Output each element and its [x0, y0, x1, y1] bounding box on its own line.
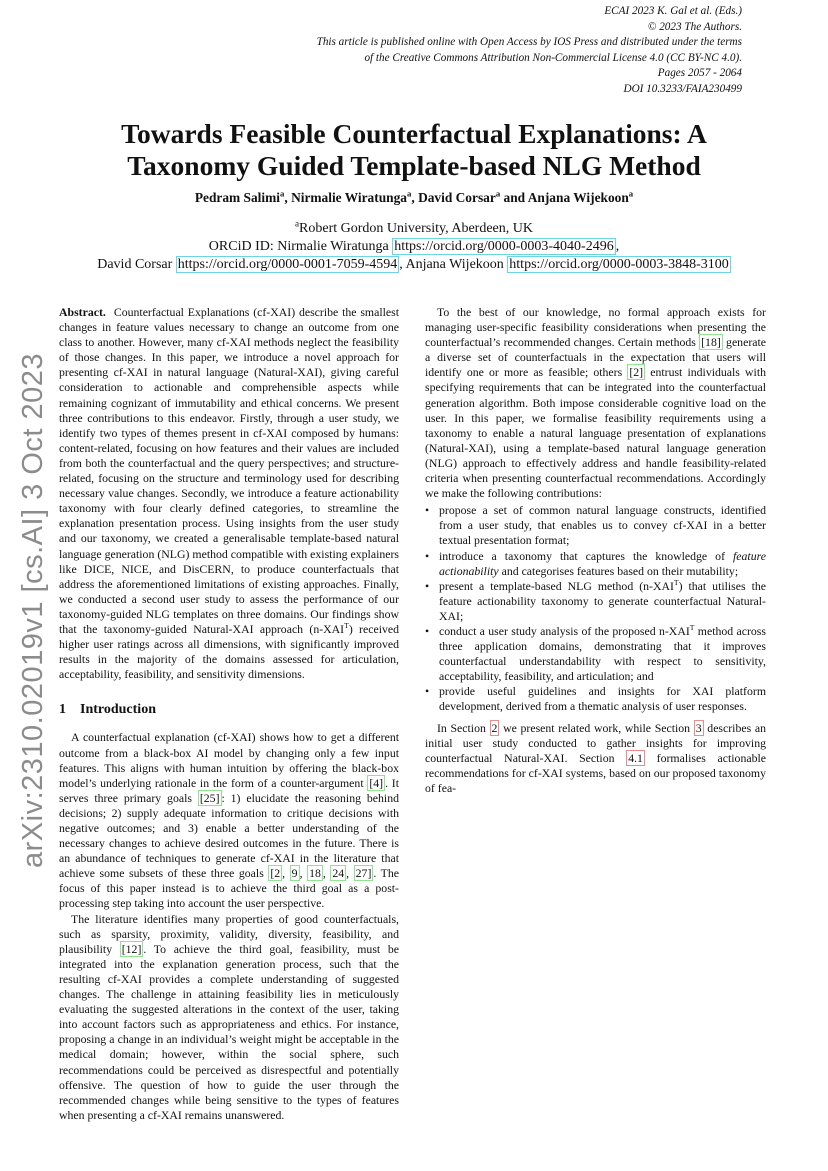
paragraph-text: entrust individuals with specifying requirements that can be integrated into the counterfactual generation algorithm. Both impose considerable cognitive load on the user. In this paper, we formalise feasibility requirements using a taxonomy to enable a natural language presentation of explanations (Natural-XAI), using a template-based natural language generation (NLG) approach to effectively address and handle feasibility-related criteria when presenting counterfactual recommendations. Accordingly we make the following contributions:: [425, 365, 766, 501]
author-separator: and: [500, 190, 528, 205]
list-item: [425, 579, 766, 624]
section-ref-link[interactable]: 2: [491, 720, 498, 735]
bullet-icon: •: [425, 548, 430, 563]
contribution-list: [425, 503, 766, 714]
paragraph-text: formalises actionable recommendations for cf-XAI systems, based on our proposed taxonomy of fea-: [425, 750, 766, 795]
list-item: [425, 549, 766, 579]
orcid-separator: , Anjana Wijekoon: [399, 257, 508, 272]
citation-link[interactable]: [2]: [629, 365, 644, 380]
orcid-prefix: ORCiD ID: Nirmalie Wiratunga: [208, 239, 393, 254]
paragraph-text: . The focus of this paper instead is to achieve the third goal as a post-processing step taking into account the user perspective.: [59, 866, 400, 911]
header-line-doi: DOI 10.3233/FAIA230499: [623, 82, 742, 95]
intro-paragraph-1: A counterfactual explanation (cf-XAI) shows how to get a different outcome from a black-box AI model by changing only a few input features. This aligns with human intuition by offering the black-box model’s underlying rationale in the form of a counter-argument [4] . It serves three primary goals [25] : 1) elucidate the reasoning behind decisions; 2) supply adequate information to critique decisions with negative outcomes; and 3) enable a better understanding of the necessary changes to achieve desired outcomes in the future. There is an abundance of techniques to generate cf-XAI in the literature that achieve some subsets of these three goals [2 , 9 , 18 , 24 , 27] . The focus of this paper instead is to achieve the third goal as a post-processing step taking into account the user perspective.: [59, 730, 400, 911]
emphasis-text: feature actionability: [439, 548, 766, 578]
paragraph-text: we present related work, while Section: [499, 720, 694, 735]
left-column: [59, 305, 399, 1123]
bullet-icon: •: [425, 684, 430, 699]
paragraph-text: . It serves three primary goals: [59, 775, 399, 805]
title-line-1: Towards Feasible Counterfactual Explanations: A: [121, 118, 707, 149]
section-title: Introduction: [80, 702, 156, 718]
list-item-text: conduct a user study analysis of the proposed n-XAI: [439, 623, 690, 638]
list-item-text: method across three application domains, demonstrating that it improves counterfactual understandability with respect to sensitivity, acceptability, feasibility, and articulation; and: [439, 623, 766, 684]
header-line-license-1: This article is published online with Open Access by IOS Press and distributed under the terms: [316, 36, 742, 49]
list-item: [425, 503, 766, 548]
citation-link[interactable]: 27]: [355, 866, 372, 881]
orcid-link-nirmalie[interactable]: https://orcid.org/0000-0003-4040-2496: [394, 239, 614, 254]
publication-header: [317, 4, 742, 98]
header-line-pages: Pages 2057 - 2064: [657, 67, 742, 80]
author-affil-mark: a: [407, 188, 412, 199]
bullet-icon: •: [425, 623, 430, 638]
paragraph-text: . To achieve the third goal, feasibility, must be integrated into the explanation generation process, such that the resulting cf-XAI provides a complete understanding of suggested changes. The challenge in attaining feasibility lies in meticulously evaluating the suggested alterations in the context of the user, taking into account factors such as appropriateness and ethics. For instance, proposing a change in an individual’s weight might be acceptable in the medical domain; however, within the social sphere, such recommendations could be perceived as disrespectful and potentially offensive. The question of how to guide the user through the recommended changes while being sensitive to the types of features when presenting a cf-XAI remains unanswered.: [59, 941, 399, 1122]
citation-link[interactable]: 9: [291, 866, 298, 881]
author-name: David Corsar: [418, 190, 496, 205]
bullet-icon: •: [425, 503, 430, 518]
citation-link[interactable]: 24: [332, 866, 345, 881]
affiliation-text: Robert Gordon University, Aberdeen, UK: [299, 221, 533, 236]
orcid-separator: ,: [615, 239, 620, 254]
right-column: [425, 305, 766, 796]
abstract-heading: Abstract.: [59, 305, 106, 319]
orcid-line-2: [40, 256, 788, 274]
orcid-link-anjana[interactable]: https://orcid.org/0000-0003-3848-3100: [509, 257, 729, 272]
list-item-text: present a template-based NLG method (n-XAI: [439, 578, 674, 593]
arxiv-stamp: arXiv:2310.02019v1 [cs.AI] 3 Oct 2023: [17, 352, 49, 868]
list-item-text: propose a set of common natural language constructs, identified from a user study, that enables us to convey cf-XAI in a better textual presentation format;: [439, 503, 766, 548]
abstract-text: Counterfactual Explanations (cf-XAI) describe the smallest changes in feature values necessary to change an outcome from one class to another. However, many cf-XAI methods neglect the feasibility of those changes. In this paper, we introduce a novel approach for presenting cf-XAI in natural language (Natural-XAI), giving careful consideration to actionable and comprehensible aspects while remaining cognizant of immutability and ethical concerns. We present three contributions to this endeavor. Firstly, through a user study, we identify two types of themes present in cf-XAI composed by humans: content-related, focusing on how features and their values are included from both the counterfactual and the query perspectives; and structure-related, focusing on the structure and terminology used for describing necessary value changes. Secondly, we introduce a feature actionability taxonomy with four clearly defined categories, to streamline the explanation presentation process. Using insights from the user study and our taxonomy, we created a generalisable template-based natural language generation (NLG) method compatible with existing explainers like DICE, NICE, and DisCERN, to produce counterfactuals that address the aforementioned limitations of existing approaches. Finally, we conducted a second user study to assess the performance of our taxonomy-guided NLG templates on three domains. Our findings show that the taxonomy-guided Natural-XAI approach (n-XAI: [59, 305, 399, 636]
orcid-david-prefix: David Corsar: [97, 257, 176, 272]
author-separator: ,: [411, 190, 419, 205]
author-affil-mark: a: [628, 188, 634, 199]
intro-paragraph-4: [425, 721, 766, 796]
author-list: [60, 190, 768, 206]
affiliation-line: [40, 220, 788, 238]
citation-link[interactable]: [18]: [701, 335, 721, 350]
paragraph-text: describes an initial user study conducted to gather insights for improving counterfactual Natural-XAI. Section: [425, 720, 766, 765]
affiliation-block: [40, 220, 788, 274]
intro-paragraph-2: [59, 912, 399, 1123]
list-item-text: introduce a taxonomy that captures the knowledge of: [439, 548, 734, 563]
list-item-text: provide useful guidelines and insights for XAI platform development, derived from a thematic analysis of user responses.: [439, 684, 766, 714]
citation-link[interactable]: [12]: [121, 941, 142, 956]
list-item: [425, 684, 766, 714]
header-line-venue: ECAI 2023 K. Gal et al. (Eds.): [604, 5, 742, 17]
section-ref-link[interactable]: 3: [695, 720, 702, 735]
superscript-t: T: [673, 577, 679, 587]
author-affil-mark: a: [495, 188, 501, 199]
author-name: Nirmalie Wiratunga: [291, 190, 407, 205]
paragraph-text: : 1) elucidate the reasoning behind decisions; 2) supply adequate information to critique decisions with negative outcomes; and 3) enable a better understanding of the necessary changes to achieve desired outcomes in the future. There is an abundance of techniques to generate cf-XAI in the literature that achieve some subsets of these three goals: [59, 790, 399, 881]
superscript-t: T: [344, 621, 349, 631]
author-name: Anjana Wijekoon: [527, 190, 629, 205]
citation-link[interactable]: [2: [270, 866, 281, 881]
paragraph-text: The literature identifies many properties of good counterfactuals, such as sparsity, proximity, validity, diversity, feasibility, and plausibility: [59, 911, 399, 956]
intro-paragraph-3: [425, 305, 766, 501]
section-heading-introduction: [59, 702, 399, 717]
orcid-link-david[interactable]: https://orcid.org/0000-0001-7059-4594: [177, 257, 398, 272]
paragraph-text: generate a diverse set of counterfactuals in the expectation that users will identify one or more as feasible; others: [425, 335, 766, 380]
author-affil-mark: a: [280, 188, 285, 199]
affil-mark: a: [295, 218, 300, 229]
header-line-license-2: of the Creative Commons Attribution Non-Commercial License 4.0 (CC BY-NC 4.0).: [364, 51, 742, 64]
header-line-copyright: © 2023 The Authors.: [647, 20, 742, 33]
paper-title: [60, 118, 768, 182]
paragraph-text: In Section: [437, 720, 490, 735]
orcid-line-1: [40, 238, 788, 256]
paragraph-text: A counterfactual explanation (cf-XAI) shows how to get a different outcome from a black-box AI model by changing only a few input features. This aligns with human intuition by offering the black-box model’s underlying rationale in the form of a counter-argument: [59, 730, 399, 790]
citation-link[interactable]: 18: [309, 866, 321, 881]
list-item-text: and categorises features based on their mutability;: [498, 563, 739, 578]
section-number: 1: [59, 702, 66, 718]
abstract-text-end: ) received higher user ratings across all dimensions, with significantly improved results in the majority of the domains assessed for articulation, acceptability, feasibility, and sensitivity dimensions.: [59, 621, 400, 682]
list-item-text: ) that utilises the feature actionability taxonomy to generate counterfactual Natural-XAI;: [439, 578, 766, 623]
author-name: Pedram Salimi: [194, 190, 280, 205]
author-separator: ,: [284, 190, 292, 205]
bullet-icon: •: [425, 578, 430, 593]
title-line-2: Taxonomy Guided Template-based NLG Method: [127, 150, 701, 181]
paragraph-text: To the best of our knowledge, no formal approach exists for managing user-specific feasibility considerations when presenting the counterfactual’s recommended changes. Certain methods: [425, 305, 766, 350]
list-item: [425, 624, 766, 684]
section-ref-link[interactable]: 4.1: [628, 750, 643, 765]
superscript-t: T: [689, 623, 695, 633]
citation-link[interactable]: [4]: [369, 775, 384, 790]
abstract: [59, 305, 399, 682]
citation-link[interactable]: [25]: [199, 790, 220, 805]
